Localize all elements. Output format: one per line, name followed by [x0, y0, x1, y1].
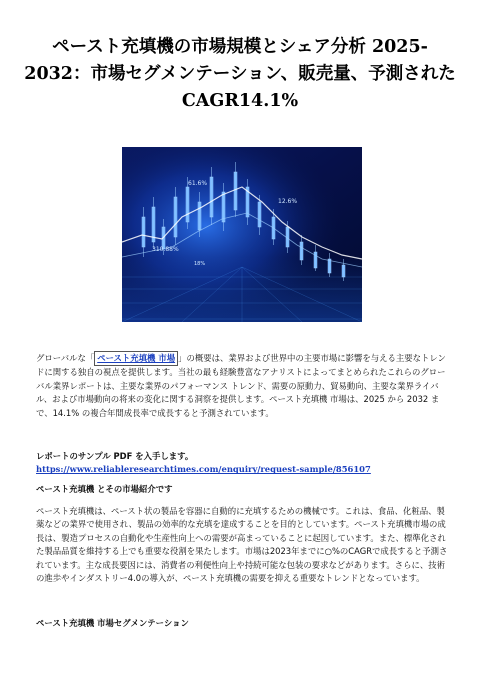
- intro-prefix: グローバルな「: [36, 353, 95, 363]
- intro-suffix: 」の概要は、業界および世界中の主要市場に影響を与える主要なトレンドに関する独自の視点を提供します。当社の最も経験豊富なアナリストによってまとめられたこれらのグローバル業界レポートは、主要な業界のパフォーマンス トレンド、需要の原動力、貿易動向、主要な業界ライバル、および市場動向の将来の変化に関する洞察を提供します。ペースト充填機 市場は、2025 から 2032 まで、14.1% の複合年間成長率で成長すると予測されています。: [36, 353, 446, 418]
- hero-image: [122, 147, 362, 322]
- hero-label-2: 310.88%: [152, 246, 179, 253]
- hero-label-3: 18%: [194, 261, 206, 267]
- sample-paragraph: [36, 450, 448, 477]
- sample-url-link[interactable]: https://www.reliableresearchtimes.com/enquiry/request-sample/856107: [36, 464, 371, 475]
- hero-label-4: 12.6%: [278, 198, 298, 205]
- sample-label: レポートのサンプル PDF を入手します。: [36, 451, 194, 461]
- section-heading-segmentation: ペースト充填機 市場セグメンテーション: [36, 618, 189, 628]
- section-body-intro: ペースト充填機は、ペースト状の製品を容器に自動的に充填するための機械です。これは、食品、化粧品、製薬などの業界で使用され、製品の効率的な充填を達成することを目的としています。ペースト充填機市場の成長は、製造プロセスの自動化や生産性向上への需要が高まっていることに起因しています。また、標準化された製品品質を維持する上でも重要な役割を果たします。市場は2023年までに○%のCAGRで成長すると予測されています。主な成長要因には、消費者の利便性向上や持続可能な包装の要求などがあります。さらに、技術の進歩やインダストリー4.0の導入が、ペースト充填機の需要を抑える重要なトレンドとなっています。: [36, 506, 448, 584]
- page-title: ペースト充填機の市場規模とシェア分析 2025-2032：市場セグメンテーション、販売量、予測されたCAGR14.1%: [24, 37, 456, 111]
- market-link[interactable]: ペースト充填機 市場: [94, 351, 178, 366]
- section-heading-intro: ペースト充填機 とその市場紹介です: [36, 484, 173, 494]
- intro-paragraph: [36, 351, 448, 420]
- hero-label-1: 61.6%: [188, 180, 208, 187]
